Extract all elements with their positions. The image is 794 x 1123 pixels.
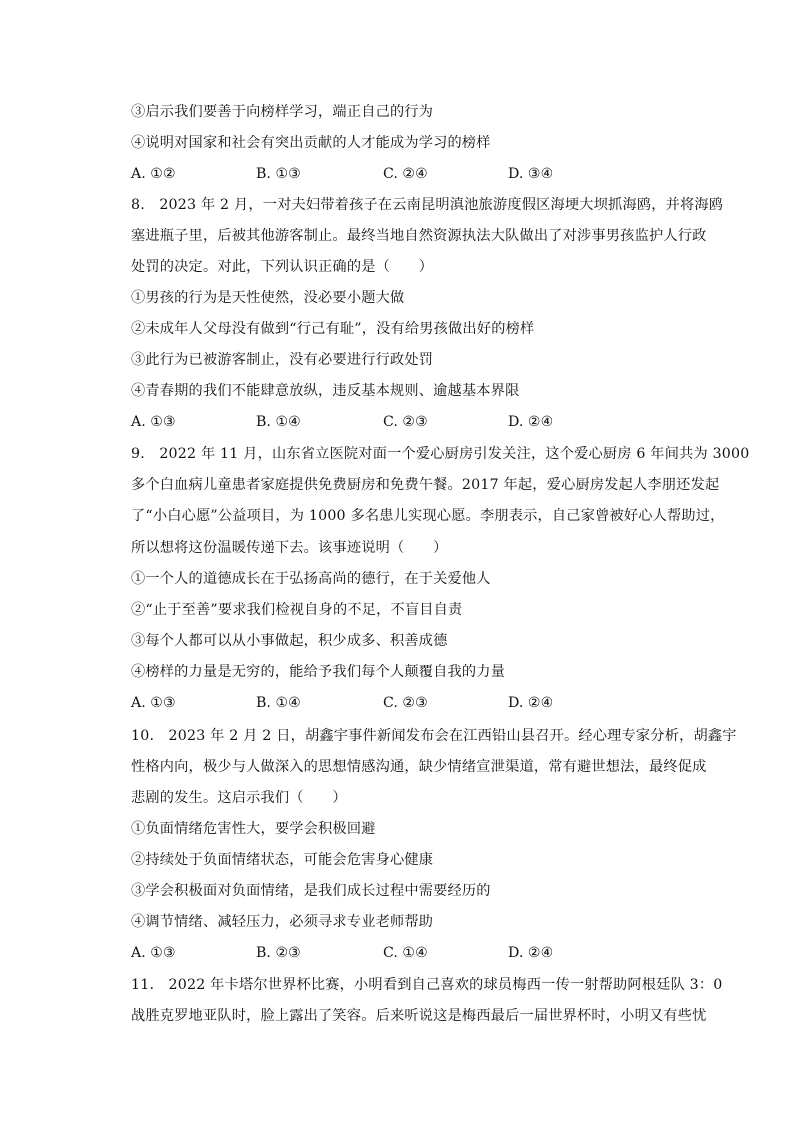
q10-item-3: ③学会积极面对负面情绪，是我们成长过程中需要经历的 [131,883,491,899]
q9-stem-line-1: 9. 2022 年 11 月，山东省立医院对面一个爱心厨房引发关注，这个爱心厨房 6 年间共为 3000 [131,446,750,462]
q10-stem-line-1: 10. 2023 年 2 月 2 日，胡鑫宇事件新闻发布会在江西铅山县召开。经心理专家分析，胡鑫宇 [131,728,737,744]
q9-option-b: B. ①④ [256,695,301,711]
q7-option-b: B. ①③ [256,166,301,182]
q10-stem-line-3: 悲剧的发生。这启示我们（ ） [131,790,347,806]
q10-option-d: D. ②④ [508,945,554,961]
q8-stem-line-1: 8. 2023 年 2 月，一对夫妇带着孩子在云南昆明滇池旅游度假区海埂大坝抓海鸥，并将海鸥 [131,197,724,213]
q8-stem-line-2: 塞进瓶子里，后被其他游客制止。最终当地自然资源执法大队做出了对涉事男孩监护人行政 [131,228,707,244]
q10-item-2: ②持续处于负面情绪状态，可能会危害身心健康 [131,852,434,868]
q7-item-4: ④说明对国家和社会有突出贡献的人才能成为学习的榜样 [131,135,491,151]
q7-item-3: ③启示我们要善于向榜样学习，端正自己的行为 [131,104,434,120]
q8-option-a: A. ①③ [131,414,176,430]
q10-stem-line-2: 性格内向，极少与人做深入的思想情感沟通，缺少情绪宣泄渠道，常有避世想法，最终促成 [131,759,707,775]
q7-option-c: C. ②④ [383,166,428,182]
q8-item-1: ①男孩的行为是天性使然，没必要小题大做 [131,290,405,306]
q9-item-2: ②“止于至善”要求我们检视自身的不足，不盲目自责 [131,602,463,618]
q9-stem-line-4: 所以想将这份温暖传递下去。该事迹说明（ ） [131,540,448,556]
q8-option-d: D. ②④ [508,414,554,430]
q8-item-3: ③此行为已被游客制止，没有必要进行行政处罚 [131,352,434,368]
q8-item-4: ④青春期的我们不能肆意放纵，违反基本规则、逾越基本界限 [131,383,520,399]
q8-option-b: B. ①④ [256,414,301,430]
q9-item-4: ④榜样的力量是无穷的，能给予我们每个人颠覆自我的力量 [131,664,506,680]
q9-item-3: ③每个人都可以从小事做起，积少成多、积善成德 [131,633,448,649]
q9-stem-line-2: 多个白血病儿童患者家庭提供免费厨房和免费午餐。2017 年起，爱心厨房发起人李朋还发起 [131,477,720,493]
q10-item-1: ①负面情绪危害性大，要学会积极回避 [131,821,376,837]
q9-item-1: ①一个人的道德成长在于弘扬高尚的德行，在于关爱他人 [131,571,491,587]
q8-item-2: ②未成年人父母没有做到“行己有耻”，没有给男孩做出好的榜样 [131,321,535,337]
q8-option-c: C. ②③ [383,414,428,430]
q10-option-c: C. ①④ [383,945,428,961]
q9-option-c: C. ②③ [383,695,428,711]
q10-option-a: A. ①③ [131,945,176,961]
q9-stem-line-3: 了“小白心愿”公益项目，为 1000 多名患儿实现心愿。李朋表示，自己家曾被好心人帮助过， [131,508,725,524]
q11-stem-line-1: 11. 2022 年卡塔尔世界杯比赛，小明看到自己喜欢的球员梅西一传一射帮助阿根廷队 3：0 [131,977,723,993]
q10-item-4: ④调节情绪、减轻压力，必须寻求专业老师帮助 [131,914,434,930]
q8-stem-line-3: 处罚的决定。对此，下列认识正确的是（ ） [131,259,434,275]
q11-stem-line-2: 战胜克罗地亚队时，脸上露出了笑容。后来听说这是梅西最后一届世界杯时，小明又有些忧 [131,1008,707,1024]
q7-option-a: A. ①② [131,166,176,182]
q9-option-d: D. ②④ [508,695,554,711]
q7-option-d: D. ③④ [508,166,554,182]
q10-option-b: B. ②③ [256,945,301,961]
q9-option-a: A. ①③ [131,695,176,711]
